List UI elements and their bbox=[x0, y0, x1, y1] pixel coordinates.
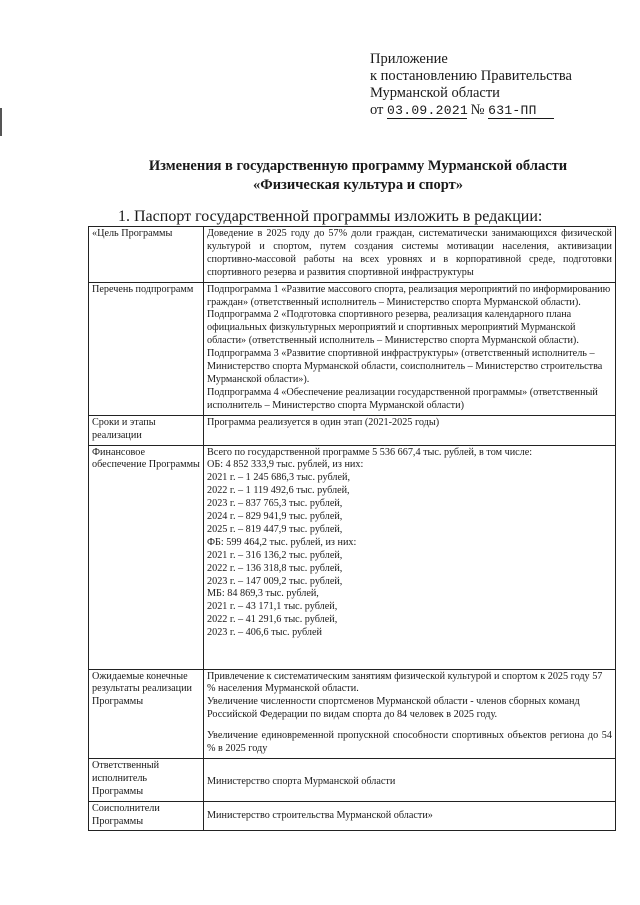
finance-line: 2022 г. – 1 119 492,6 тыс. рублей, bbox=[207, 485, 350, 497]
passport-table bbox=[88, 226, 616, 831]
finance-line: 2021 г. – 1 245 686,3 тыс. рублей, bbox=[207, 472, 350, 484]
decree-date: 03.09.2021 bbox=[387, 103, 469, 118]
finance-line: 2023 г. – 837 765,3 тыс. рублей, bbox=[207, 498, 343, 510]
finance-line: ФБ: 599 464,2 тыс. рублей, из них: bbox=[207, 536, 357, 548]
row-goal bbox=[89, 227, 616, 283]
subprogram-item: Подпрограмма 2 «Подготовка спортивного резерва, реализация календарного плана официальных физкультурных мероприятий и спортивных мероприятий Мурманской области» (ответственный исполнитель – Министерство спорта Мурманской области). bbox=[207, 309, 579, 347]
subprograms-label: Перечень подпрограмм bbox=[89, 282, 204, 415]
finance-label: Финансовое обеспечение Программы bbox=[89, 445, 204, 669]
finance-line: 2023 г. – 147 009,2 тыс. рублей, bbox=[207, 575, 343, 587]
decree-number: 631-ПП bbox=[488, 104, 554, 119]
subprogram-item: Подпрограмма 1 «Развитие массового спорта, реализация мероприятий по информированию граждан» (ответственный исполнитель – Министерство спорта Мурманской области). bbox=[207, 283, 611, 308]
goal-text: Доведение в 2025 году до 57% доли граждан, систематически занимающихся физической культурой и спортом, путем создания системы мотивации населения, активизации спортивно-массовой работы на всех уровнях и в корпоративной среде, подготовки спортивного резерва и развития спортивной инфраструктуры bbox=[204, 227, 616, 283]
result-item: Привлечение к систематическим занятиям физической культурой и спортом к 2025 году 57 % населения Мурманской области. bbox=[207, 670, 603, 695]
finance-line: 2022 г. – 41 291,6 тыс. рублей, bbox=[207, 614, 338, 626]
terms-text: Программа реализуется в один этап (2021-2025 годы) bbox=[204, 415, 616, 445]
responsible-text: Министерство спорта Мурманской области bbox=[204, 758, 616, 801]
finance-line: 2024 г. – 829 941,9 тыс. рублей, bbox=[207, 511, 343, 523]
row-results bbox=[89, 669, 616, 758]
finance-line: 2025 г. – 819 447,9 тыс. рублей, bbox=[207, 523, 343, 535]
scan-edge-mark bbox=[0, 108, 2, 136]
results-label: Ожидаемые конечные результаты реализации Программы bbox=[89, 669, 204, 758]
row-finance bbox=[89, 445, 616, 669]
row-responsible bbox=[89, 758, 616, 801]
appendix-line-2: к постановлению Правительства bbox=[370, 68, 572, 84]
appendix-line-1: Приложение bbox=[370, 51, 448, 67]
finance-lines bbox=[204, 445, 616, 669]
number-sign: № bbox=[470, 102, 485, 118]
finance-line: 2021 г. – 316 136,2 тыс. рублей, bbox=[207, 549, 343, 561]
coexecutors-label: Соисполнители Программы bbox=[89, 801, 204, 831]
appendix-line-3: Мурманской области bbox=[370, 85, 500, 101]
finance-line: Всего по государственной программе 5 536 667,4 тыс. рублей, в том числе: bbox=[207, 446, 533, 458]
appendix-block bbox=[370, 51, 572, 119]
results-text bbox=[204, 669, 616, 758]
responsible-label: Ответственный исполнитель Программы bbox=[89, 758, 204, 801]
finance-line: МБ: 84 869,3 тыс. рублей, bbox=[207, 588, 319, 600]
heading-line-1: Изменения в государственную программу Мурманской области bbox=[148, 158, 568, 174]
goal-label: «Цель Программы bbox=[89, 227, 204, 283]
row-subprograms bbox=[89, 282, 616, 415]
finance-line: ОБ: 4 852 333,9 тыс. рублей, из них: bbox=[207, 459, 364, 471]
terms-label: Сроки и этапы реализации bbox=[89, 415, 204, 445]
row-terms bbox=[89, 415, 616, 445]
subprogram-item: Подпрограмма 3 «Развитие спортивной инфраструктуры» (ответственный исполнитель – Министерство спорта Мурманской области, соисполнитель – Министерство строительства Мурманской области»). bbox=[207, 348, 603, 385]
finance-line: 2021 г. – 43 171,1 тыс. рублей, bbox=[207, 601, 338, 613]
finance-line: 2023 г. – 406,6 тыс. рублей bbox=[207, 627, 322, 639]
result-item: Увеличение численности спортсменов Мурманской области - членов сборных команд Российской Федерации по видам спорта до 84 человек в 2025 году. bbox=[207, 696, 580, 721]
appendix-date-line bbox=[370, 102, 572, 119]
row-coexecutors bbox=[89, 801, 616, 831]
section-title: 1. Паспорт государственной программы изложить в редакции: bbox=[118, 208, 543, 225]
coexecutors-text: Министерство строительства Мурманской области» bbox=[204, 801, 616, 831]
finance-line: 2022 г. – 136 318,8 тыс. рублей, bbox=[207, 562, 343, 574]
date-prefix: от bbox=[370, 102, 384, 118]
subprogram-item: Подпрограмма 4 «Обеспечение реализации государственной программы» (ответственный исполнитель – Министерство спорта Мурманской области) bbox=[207, 386, 598, 411]
document-heading bbox=[108, 157, 608, 195]
heading-line-2: «Физическая культура и спорт» bbox=[253, 177, 463, 193]
result-item: Увеличение единовременной пропускной способности спортивных объектов региона до 54 % в 2025 году bbox=[207, 730, 612, 755]
subprograms-list bbox=[204, 282, 616, 415]
